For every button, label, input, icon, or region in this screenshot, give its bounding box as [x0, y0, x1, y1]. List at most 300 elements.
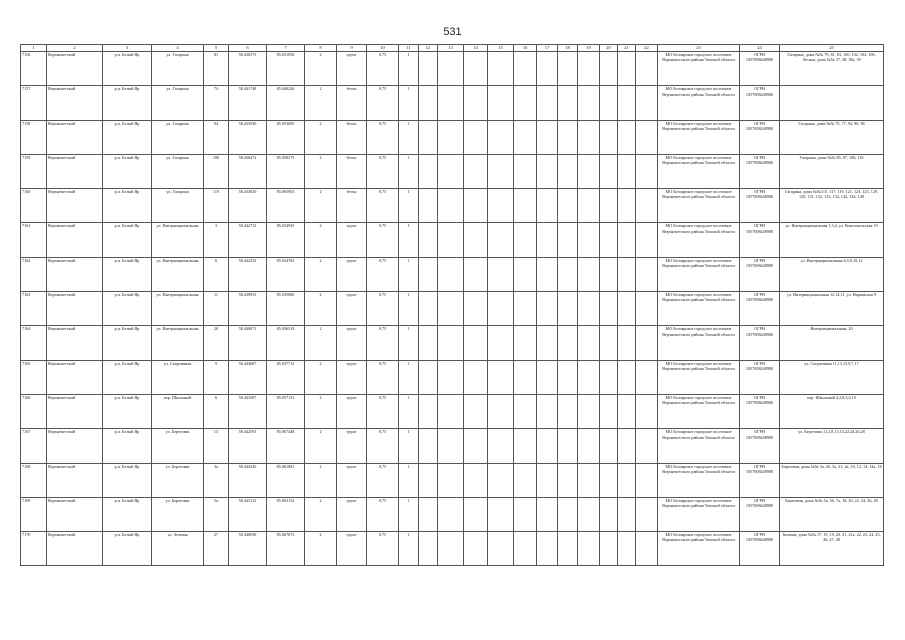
table-row	[21, 497, 884, 531]
table-row	[21, 463, 884, 497]
cell-count: 2	[305, 326, 337, 360]
cell-qty: 1	[399, 463, 419, 497]
cell-lon: 85.053695	[267, 120, 305, 154]
empty-cell	[514, 360, 537, 394]
cell-lat: 58.441748	[229, 86, 267, 120]
cell-district: Верхнекетский	[47, 120, 103, 154]
empty-cell	[464, 223, 488, 257]
empty-cell	[600, 326, 618, 360]
cell-surface: грунт	[337, 292, 367, 326]
cell-district: Верхнекетский	[47, 257, 103, 291]
table-row	[21, 360, 884, 394]
cell-owner: МО Белоярское городское поселение Верхнекетского района Томской области	[658, 189, 740, 223]
cell-area: 0,75	[367, 463, 399, 497]
empty-cell	[600, 154, 618, 188]
empty-cell	[578, 257, 600, 291]
empty-cell	[514, 394, 537, 428]
cell-addresses: ул. Спортивная 11,13,15,9,7,17	[780, 360, 884, 394]
empty-cell	[636, 223, 658, 257]
cell-district: Верхнекетский	[47, 86, 103, 120]
column-header: 13	[438, 45, 464, 52]
empty-cell	[578, 429, 600, 463]
empty-cell	[419, 86, 438, 120]
cell-lat: 58.442591	[229, 429, 267, 463]
empty-cell	[419, 292, 438, 326]
cell-settlement: р.п. Белый Яр	[103, 497, 152, 531]
empty-cell	[438, 223, 464, 257]
empty-cell	[618, 429, 636, 463]
cell-lat: 58.436573	[229, 52, 267, 86]
cell-house: 3	[204, 223, 229, 257]
cell-lat: 58.439953	[229, 292, 267, 326]
cell-qty: 1	[399, 532, 419, 566]
empty-cell	[600, 292, 618, 326]
empty-cell	[488, 223, 514, 257]
cell-addresses: Гагарина, дома №№ 75, 77, 94, 96, 98	[780, 120, 884, 154]
empty-cell	[618, 326, 636, 360]
cell-lat: 58.436472	[229, 154, 267, 188]
cell-ogrn: ОГРН 1057008448980	[740, 223, 780, 257]
cell-lat: 58.442712	[229, 223, 267, 257]
cell-count: 2	[305, 463, 337, 497]
cell-street: ул. Интернациональная	[152, 223, 204, 257]
empty-cell	[636, 360, 658, 394]
cell-count: 2	[305, 86, 337, 120]
cell-addresses: ул. Интернациональная 12,14,11, ул. Нарымская 9	[780, 292, 884, 326]
column-header: 1	[21, 45, 47, 52]
cell-addresses: Береговая, дома №№ 3а, 2б, 3а, 21, 2а, 10, 12, 14, 14а, 16	[780, 463, 884, 497]
empty-cell	[464, 429, 488, 463]
cell-qty: 1	[399, 497, 419, 531]
cell-count: 2	[305, 360, 337, 394]
table-row	[21, 189, 884, 223]
empty-cell	[419, 360, 438, 394]
header-row	[21, 45, 884, 52]
empty-cell	[537, 86, 558, 120]
column-header: 23	[658, 45, 740, 52]
cell-area: 0,75	[367, 292, 399, 326]
cell-qty: 1	[399, 86, 419, 120]
empty-cell	[464, 154, 488, 188]
cell-district: Верхнекетский	[47, 154, 103, 188]
empty-cell	[618, 394, 636, 428]
cell-settlement: р.п. Белый Яр	[103, 463, 152, 497]
empty-cell	[537, 429, 558, 463]
empty-cell	[578, 52, 600, 86]
empty-cell	[636, 189, 658, 223]
cell-area: 0,75	[367, 429, 399, 463]
cell-district: Верхнекетский	[47, 497, 103, 531]
empty-cell	[438, 189, 464, 223]
empty-cell	[600, 189, 618, 223]
cell-settlement: р.п. Белый Яр	[103, 189, 152, 223]
cell-ogrn: ОГРН 1057008448980	[740, 394, 780, 428]
cell-qty: 1	[399, 189, 419, 223]
cell-ogrn: ОГРН 1057008448980	[740, 497, 780, 531]
column-header: 18	[558, 45, 578, 52]
empty-cell	[558, 52, 578, 86]
cell-qty: 1	[399, 52, 419, 86]
empty-cell	[419, 532, 438, 566]
empty-cell	[537, 120, 558, 154]
empty-cell	[537, 394, 558, 428]
cell-ogrn: ОГРН 1057008448980	[740, 120, 780, 154]
cell-area: 0,75	[367, 257, 399, 291]
empty-cell	[514, 429, 537, 463]
empty-cell	[488, 532, 514, 566]
cell-house: 6	[204, 257, 229, 291]
empty-cell	[514, 292, 537, 326]
cell-addresses: Гагарина, дома №№ 85, 87, 108, 110	[780, 154, 884, 188]
cell-count: 2	[305, 189, 337, 223]
cell-owner: МО Белоярское городское поселение Верхнекетского района Томской области	[658, 532, 740, 566]
empty-cell	[438, 532, 464, 566]
cell-count: 2	[305, 257, 337, 291]
empty-cell	[488, 52, 514, 86]
column-header: 24	[740, 45, 780, 52]
cell-addresses: ул. Береговая 11,2,8,13,15,22,24,26,28	[780, 429, 884, 463]
cell-owner: МО Белоярское городское поселение Верхнекетского района Томской области	[658, 326, 740, 360]
cell-surface: бетон	[337, 154, 367, 188]
empty-cell	[558, 86, 578, 120]
empty-cell	[600, 394, 618, 428]
cell-n: 7161	[21, 223, 47, 257]
table-row	[21, 257, 884, 291]
empty-cell	[464, 52, 488, 86]
empty-cell	[514, 86, 537, 120]
cell-lon: 85.036519	[267, 326, 305, 360]
cell-house: 27	[204, 532, 229, 566]
cell-lon: 85.035080	[267, 292, 305, 326]
empty-cell	[488, 394, 514, 428]
empty-cell	[488, 120, 514, 154]
cell-street: пер. Школьный	[152, 394, 204, 428]
empty-cell	[419, 497, 438, 531]
empty-cell	[537, 532, 558, 566]
cell-area: 0,75	[367, 86, 399, 120]
empty-cell	[419, 429, 438, 463]
cell-n: 7163	[21, 292, 47, 326]
table-row	[21, 52, 884, 86]
empty-cell	[600, 463, 618, 497]
cell-area: 0,75	[367, 532, 399, 566]
cell-lon: 85.061081	[267, 463, 305, 497]
cell-surface: грунт	[337, 394, 367, 428]
empty-cell	[558, 120, 578, 154]
cell-district: Верхнекетский	[47, 360, 103, 394]
cell-settlement: р.п. Белый Яр	[103, 120, 152, 154]
cell-count: 2	[305, 394, 337, 428]
column-header: 5	[204, 45, 229, 52]
registry-table	[20, 44, 884, 566]
empty-cell	[600, 52, 618, 86]
column-header: 9	[337, 45, 367, 52]
cell-count: 2	[305, 223, 337, 257]
empty-cell	[537, 497, 558, 531]
empty-cell	[537, 223, 558, 257]
cell-settlement: р.п. Белый Яр	[103, 154, 152, 188]
empty-cell	[514, 120, 537, 154]
empty-cell	[464, 86, 488, 120]
cell-qty: 1	[399, 360, 419, 394]
cell-district: Верхнекетский	[47, 463, 103, 497]
cell-surface: грунт	[337, 360, 367, 394]
cell-surface: грунт	[337, 497, 367, 531]
empty-cell	[558, 326, 578, 360]
empty-cell	[488, 189, 514, 223]
cell-count: 2	[305, 120, 337, 154]
cell-addresses: Береговая, дома №№ 5а, 5б, 7а, 18, 20, 22, 24, 26, 28	[780, 497, 884, 531]
cell-lat: 58.433820	[229, 189, 267, 223]
empty-cell	[636, 497, 658, 531]
empty-cell	[464, 257, 488, 291]
empty-cell	[514, 497, 537, 531]
cell-owner: МО Белоярское городское поселение Верхнекетского района Томской области	[658, 154, 740, 188]
cell-ogrn: ОГРН 1057008448980	[740, 429, 780, 463]
column-header: 15	[488, 45, 514, 52]
empty-cell	[419, 120, 438, 154]
empty-cell	[488, 292, 514, 326]
empty-cell	[600, 360, 618, 394]
cell-lat: 58.440038	[229, 532, 267, 566]
cell-ogrn: ОГРН 1057008448980	[740, 52, 780, 86]
cell-qty: 1	[399, 120, 419, 154]
empty-cell	[558, 394, 578, 428]
empty-cell	[578, 360, 600, 394]
empty-cell	[600, 532, 618, 566]
cell-surface: грунт	[337, 52, 367, 86]
cell-owner: МО Белоярское городское поселение Верхнекетского района Томской области	[658, 429, 740, 463]
empty-cell	[558, 154, 578, 188]
table-row	[21, 326, 884, 360]
cell-surface: грунт	[337, 257, 367, 291]
empty-cell	[514, 52, 537, 86]
cell-ogrn: ОГРН 1057008448980	[740, 360, 780, 394]
empty-cell	[558, 497, 578, 531]
cell-addresses: Зеленая, дома №№ 17, 19, 19, 20, 21, 21а, 22, 23, 24, 25, 26, 27, 28	[780, 532, 884, 566]
cell-count: 2	[305, 292, 337, 326]
cell-street: ул. Гагарина	[152, 154, 204, 188]
empty-cell	[636, 463, 658, 497]
table-row	[21, 223, 884, 257]
cell-n: 7170	[21, 532, 47, 566]
table-row	[21, 154, 884, 188]
cell-qty: 1	[399, 292, 419, 326]
cell-lat: 58.440071	[229, 326, 267, 360]
empty-cell	[464, 189, 488, 223]
cell-owner: МО Белоярское городское поселение Верхнекетского района Томской области	[658, 86, 740, 120]
empty-cell	[618, 463, 636, 497]
cell-area: 0,75	[367, 360, 399, 394]
cell-n: 7158	[21, 120, 47, 154]
empty-cell	[618, 497, 636, 531]
empty-cell	[600, 429, 618, 463]
cell-surface: грунт	[337, 463, 367, 497]
cell-lat: 58.443112	[229, 497, 267, 531]
empty-cell	[537, 257, 558, 291]
cell-street: ул. Береговая	[152, 497, 204, 531]
empty-cell	[464, 120, 488, 154]
cell-house: 119	[204, 189, 229, 223]
cell-house: 100	[204, 154, 229, 188]
empty-cell	[419, 394, 438, 428]
cell-street: ул. Гагарина	[152, 189, 204, 223]
column-header: 3	[103, 45, 152, 52]
cell-ogrn: ОГРН 1057008448980	[740, 154, 780, 188]
empty-cell	[600, 223, 618, 257]
empty-cell	[438, 120, 464, 154]
column-header: 16	[514, 45, 537, 52]
cell-settlement: р.п. Белый Яр	[103, 532, 152, 566]
empty-cell	[537, 292, 558, 326]
empty-cell	[578, 154, 600, 188]
empty-cell	[514, 463, 537, 497]
cell-n: 7162	[21, 257, 47, 291]
table-row	[21, 86, 884, 120]
empty-cell	[618, 360, 636, 394]
empty-cell	[636, 120, 658, 154]
empty-cell	[464, 360, 488, 394]
cell-surface: грунт	[337, 223, 367, 257]
empty-cell	[438, 360, 464, 394]
cell-ogrn: ОГРН 1057008448980	[740, 189, 780, 223]
empty-cell	[558, 292, 578, 326]
empty-cell	[618, 532, 636, 566]
cell-house: 6	[204, 394, 229, 428]
column-header: 12	[419, 45, 438, 52]
empty-cell	[636, 292, 658, 326]
empty-cell	[464, 292, 488, 326]
cell-area: 0,75	[367, 394, 399, 428]
column-header: 6	[229, 45, 267, 52]
cell-n: 7157	[21, 86, 47, 120]
cell-settlement: р.п. Белый Яр	[103, 360, 152, 394]
cell-house: 81	[204, 52, 229, 86]
empty-cell	[419, 189, 438, 223]
empty-cell	[438, 429, 464, 463]
column-header: 2	[47, 45, 103, 52]
cell-street: ул. Береговая	[152, 463, 204, 497]
empty-cell	[618, 292, 636, 326]
cell-addresses: Гагарина, дома №№115, 117, 119, 121, 123, 125, 129, 130, 131, 132, 133, 134, 142, 144, 149	[780, 189, 884, 223]
cell-lat: 58.442252	[229, 257, 267, 291]
cell-qty: 1	[399, 154, 419, 188]
cell-surface: бетон	[337, 189, 367, 223]
cell-street: ул. Спортивная	[152, 360, 204, 394]
cell-n: 7168	[21, 463, 47, 497]
empty-cell	[438, 154, 464, 188]
cell-owner: МО Белоярское городское поселение Верхнекетского района Томской области	[658, 292, 740, 326]
empty-cell	[558, 257, 578, 291]
empty-cell	[514, 532, 537, 566]
cell-lon: 85.031050	[267, 52, 305, 86]
empty-cell	[636, 326, 658, 360]
cell-street: ул. Интернациональная	[152, 292, 204, 326]
cell-house: 74	[204, 86, 229, 120]
cell-area: 0,75	[367, 154, 399, 188]
empty-cell	[464, 394, 488, 428]
empty-cell	[537, 326, 558, 360]
empty-cell	[438, 52, 464, 86]
cell-addresses: ул. Интернациональная 1,3,4, ул. Комсомольская 19	[780, 223, 884, 257]
cell-house: 20	[204, 326, 229, 360]
empty-cell	[438, 292, 464, 326]
empty-cell	[636, 154, 658, 188]
cell-surface: бетон	[337, 86, 367, 120]
cell-n: 7156	[21, 52, 47, 86]
cell-owner: МО Белоярское городское поселение Верхнекетского района Томской области	[658, 257, 740, 291]
cell-count: 2	[305, 532, 337, 566]
cell-house: 13	[204, 429, 229, 463]
cell-addresses	[780, 86, 884, 120]
cell-count: 2	[305, 497, 337, 531]
empty-cell	[419, 223, 438, 257]
cell-settlement: р.п. Белый Яр	[103, 86, 152, 120]
cell-district: Верхнекетский	[47, 189, 103, 223]
empty-cell	[438, 497, 464, 531]
cell-lon: 85.067448	[267, 429, 305, 463]
empty-cell	[514, 257, 537, 291]
empty-cell	[537, 189, 558, 223]
cell-addresses: пер. Школьный 4,2,8,5,4,10	[780, 394, 884, 428]
cell-district: Верхнекетский	[47, 52, 103, 86]
cell-lat: 58.443307	[229, 394, 267, 428]
cell-house: 3а	[204, 463, 229, 497]
cell-settlement: р.п. Белый Яр	[103, 394, 152, 428]
empty-cell	[618, 154, 636, 188]
empty-cell	[438, 394, 464, 428]
empty-cell	[514, 154, 537, 188]
column-header: 20	[600, 45, 618, 52]
empty-cell	[618, 52, 636, 86]
cell-street: ул. Интернациональная	[152, 326, 204, 360]
empty-cell	[578, 497, 600, 531]
cell-surface: грунт	[337, 326, 367, 360]
cell-lon: 85.063154	[267, 497, 305, 531]
cell-house: 94	[204, 120, 229, 154]
column-header: 4	[152, 45, 204, 52]
empty-cell	[419, 52, 438, 86]
cell-qty: 1	[399, 223, 419, 257]
empty-cell	[488, 497, 514, 531]
column-header: 21	[618, 45, 636, 52]
empty-cell	[636, 257, 658, 291]
table-row	[21, 394, 884, 428]
cell-lon: 85.037713	[267, 360, 305, 394]
empty-cell	[438, 257, 464, 291]
cell-owner: МО Белоярское городское поселение Верхнекетского района Томской области	[658, 120, 740, 154]
cell-lat: 58.444320	[229, 463, 267, 497]
table-body	[21, 52, 884, 566]
column-header: 19	[578, 45, 600, 52]
cell-house: 9	[204, 360, 229, 394]
cell-addresses: Гагарина, дома №№ 79, 81, 83, 100, 102, 104, 106, Лесная, дома №№ 37, 38, 38а, 39	[780, 52, 884, 86]
empty-cell	[488, 326, 514, 360]
table-row	[21, 429, 884, 463]
cell-street: ул. Интернациональная	[152, 257, 204, 291]
cell-ogrn: ОГРН 1057008448980	[740, 532, 780, 566]
cell-area: 0,75	[367, 120, 399, 154]
empty-cell	[488, 154, 514, 188]
empty-cell	[419, 463, 438, 497]
empty-cell	[600, 86, 618, 120]
empty-cell	[488, 86, 514, 120]
empty-cell	[578, 120, 600, 154]
empty-cell	[578, 394, 600, 428]
cell-lon: 85.067673	[267, 532, 305, 566]
empty-cell	[514, 326, 537, 360]
empty-cell	[618, 120, 636, 154]
